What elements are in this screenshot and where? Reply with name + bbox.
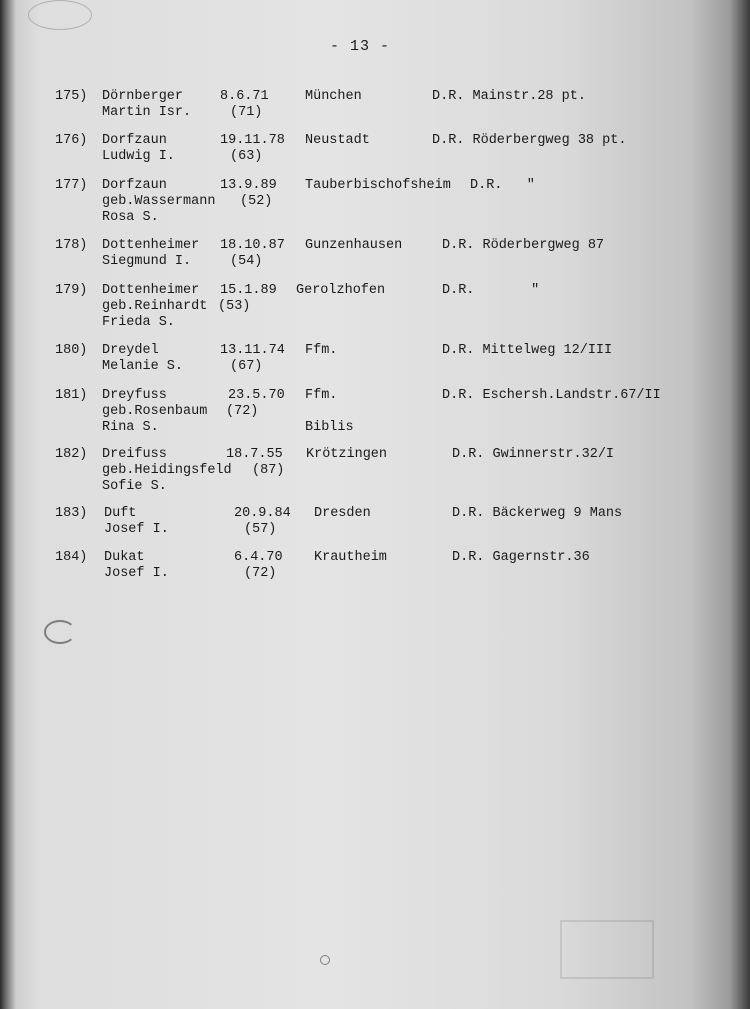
entry-address: D.R. Gagernstr.36 bbox=[452, 550, 590, 565]
entry-birthdate: 19.11.78 bbox=[220, 133, 285, 148]
entry-number: 181) bbox=[55, 388, 88, 403]
ink-smudge bbox=[44, 620, 76, 644]
entry-birthdate: 8.6.71 bbox=[220, 89, 269, 104]
entry-number: 182) bbox=[55, 447, 88, 462]
entry-surname: Dottenheimer bbox=[102, 283, 200, 298]
entry-address: D.R. " bbox=[470, 178, 535, 193]
entry-surname: Duft bbox=[104, 506, 137, 521]
entry-maiden-name: geb.Wassermann bbox=[102, 194, 216, 209]
entry-birthplace: Dresden bbox=[314, 506, 371, 521]
entry-birthplace: Gunzenhausen bbox=[305, 238, 403, 253]
entry-surname: Dörnberger bbox=[102, 89, 184, 104]
entry-surname: Dorfzaun bbox=[102, 178, 167, 193]
entry-age: (52) bbox=[240, 194, 273, 209]
entry-birthplace: Krötzingen bbox=[306, 447, 388, 462]
entry-age: (87) bbox=[252, 463, 285, 478]
entry-number: 179) bbox=[55, 283, 88, 298]
entry-number: 175) bbox=[55, 89, 88, 104]
entry-age: (71) bbox=[230, 105, 263, 120]
ink-mark bbox=[320, 955, 330, 965]
entry-age: (67) bbox=[230, 359, 263, 374]
entry-birthdate: 20.9.84 bbox=[234, 506, 291, 521]
page-number: - 13 - bbox=[330, 38, 391, 55]
entry-residence: Biblis bbox=[305, 420, 354, 435]
entry-given-name: Josef I. bbox=[104, 566, 169, 581]
entry-given-name: Rina S. bbox=[102, 420, 159, 435]
entry-birthdate: 23.5.70 bbox=[228, 388, 285, 403]
entry-age: (72) bbox=[226, 404, 259, 419]
entry-maiden-name: geb.Rosenbaum bbox=[102, 404, 208, 419]
entry-surname: Dreifuss bbox=[102, 447, 167, 462]
entry-birthdate: 13.9.89 bbox=[220, 178, 277, 193]
entry-given-name: Frieda S. bbox=[102, 315, 175, 330]
entry-address: D.R. Mittelweg 12/III bbox=[442, 343, 613, 358]
entry-surname: Dorfzaun bbox=[102, 133, 167, 148]
entry-given-name: Siegmund I. bbox=[102, 254, 192, 269]
faint-stamp bbox=[560, 920, 654, 979]
entry-given-name: Martin Isr. bbox=[102, 105, 192, 120]
entry-birthplace: Ffm. bbox=[305, 343, 338, 358]
entry-number: 176) bbox=[55, 133, 88, 148]
entry-given-name: Rosa S. bbox=[102, 210, 159, 225]
entry-birthplace: Tauberbischofsheim bbox=[305, 178, 451, 193]
entry-address: D.R. " bbox=[442, 283, 540, 298]
entry-age: (57) bbox=[244, 522, 277, 537]
entry-number: 178) bbox=[55, 238, 88, 253]
entry-age: (53) bbox=[218, 299, 251, 314]
entry-address: D.R. Eschersh.Landstr.67/II bbox=[442, 388, 661, 403]
entry-address: D.R. Röderbergweg 87 bbox=[442, 238, 605, 253]
entry-maiden-name: geb.Heidingsfeld bbox=[102, 463, 232, 478]
entry-given-name: Sofie S. bbox=[102, 479, 167, 494]
entry-age: (54) bbox=[230, 254, 263, 269]
entry-surname: Dukat bbox=[104, 550, 145, 565]
entry-number: 177) bbox=[55, 178, 88, 193]
entry-number: 184) bbox=[55, 550, 88, 565]
entry-birthplace: Neustadt bbox=[305, 133, 370, 148]
entry-birthdate: 15.1.89 bbox=[220, 283, 277, 298]
entry-birthdate: 6.4.70 bbox=[234, 550, 283, 565]
entry-given-name: Josef I. bbox=[104, 522, 169, 537]
entry-birthdate: 18.7.55 bbox=[226, 447, 283, 462]
entry-number: 180) bbox=[55, 343, 88, 358]
archive-stamp bbox=[28, 0, 92, 30]
entry-given-name: Melanie S. bbox=[102, 359, 184, 374]
entry-age: (72) bbox=[244, 566, 277, 581]
entry-birthplace: Ffm. bbox=[305, 388, 338, 403]
entry-address: D.R. Bäckerweg 9 Mans bbox=[452, 506, 623, 521]
entry-birthdate: 18.10.87 bbox=[220, 238, 285, 253]
entry-age: (63) bbox=[230, 149, 263, 164]
entry-given-name: Ludwig I. bbox=[102, 149, 175, 164]
entry-number: 183) bbox=[55, 506, 88, 521]
entry-address: D.R. Röderbergweg 38 pt. bbox=[432, 133, 627, 148]
entry-birthdate: 13.11.74 bbox=[220, 343, 285, 358]
entry-surname: Dreyfuss bbox=[102, 388, 167, 403]
entry-birthplace: Krautheim bbox=[314, 550, 387, 565]
entry-surname: Dottenheimer bbox=[102, 238, 200, 253]
entry-surname: Dreydel bbox=[102, 343, 159, 358]
entry-address: D.R. Mainstr.28 pt. bbox=[432, 89, 586, 104]
entry-maiden-name: geb.Reinhardt bbox=[102, 299, 208, 314]
entry-address: D.R. Gwinnerstr.32/I bbox=[452, 447, 615, 462]
entry-birthplace: München bbox=[305, 89, 362, 104]
entry-birthplace: Gerolzhofen bbox=[296, 283, 386, 298]
